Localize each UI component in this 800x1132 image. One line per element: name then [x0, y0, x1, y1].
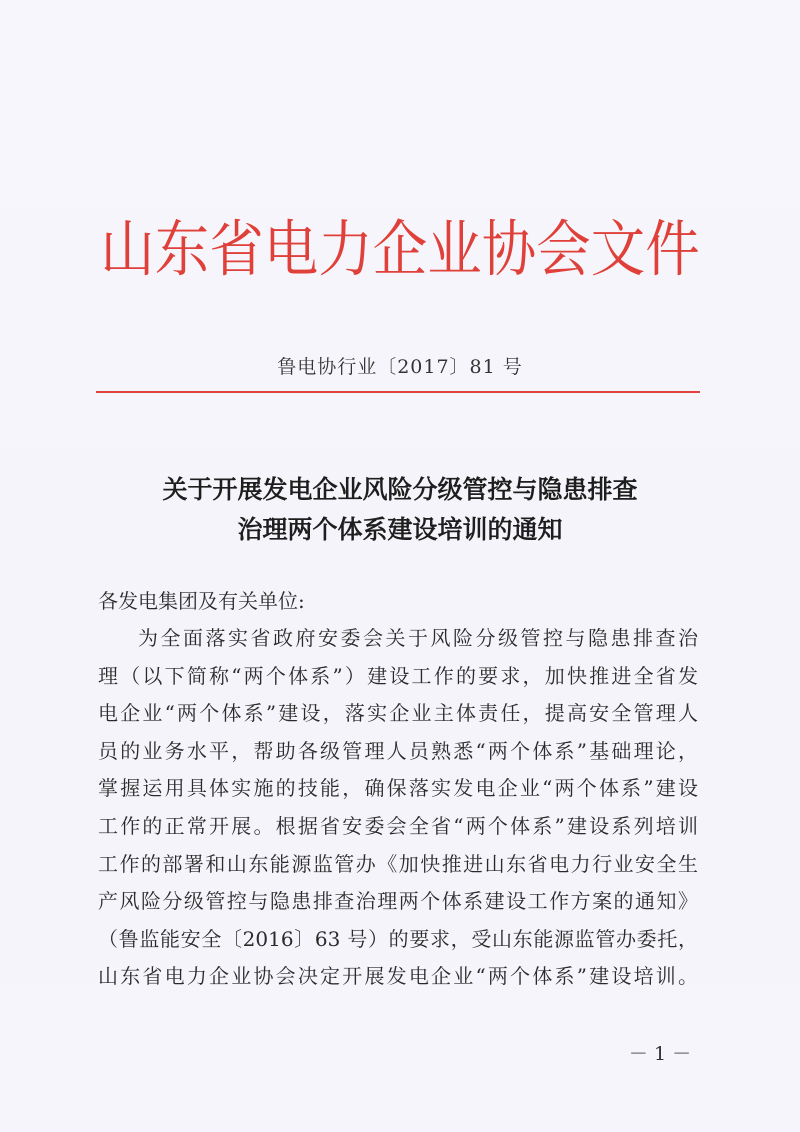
body-line: 产风险分级管控与隐患排查治理两个体系建设工作方案的通知》: [98, 889, 698, 914]
body-line: 理（以下简称“两个体系”）建设工作的要求，加快推进全省发: [98, 663, 698, 688]
body-line: 山东省电力企业协会决定开展发电企业“两个体系”建设培训。: [98, 964, 698, 989]
notice-title: [90, 470, 710, 550]
notice-title-line: 关于开展发电企业风险分级管控与隐患排查: [162, 475, 638, 504]
body-line: 为全面落实省政府安委会关于风险分级管控与隐患排查治: [138, 626, 698, 650]
body-line: 电企业“两个体系”建设，落实企业主体责任，提高安全管理人: [98, 701, 698, 726]
page-number: － 1 －: [628, 1043, 692, 1065]
salutation: 各发电集团及有关单位:: [98, 589, 305, 613]
body-line: （鲁监能安全〔2016〕63 号）的要求，受山东能源监管办委托，: [98, 926, 698, 951]
document-header-title: 山东省电力企业协会文件: [100, 212, 700, 285]
body-line: 工作的正常开展。根据省安委会全省“两个体系”建设系列培训: [98, 813, 698, 838]
body-paragraph: [98, 620, 708, 996]
body-line: 掌握运用具体实施的技能，确保落实发电企业“两个体系”建设: [98, 776, 698, 801]
notice-title-line: 治理两个体系建设培训的通知: [237, 515, 563, 544]
red-divider-line: [96, 391, 700, 393]
document-number: 鲁电协行业〔2017〕81 号: [277, 356, 523, 378]
body-line: 员的业务水平，帮助各级管理人员熟悉“两个体系”基础理论，: [98, 738, 698, 763]
body-line: 工作的部署和山东能源监管办《加快推进山东省电力行业安全生: [98, 851, 698, 876]
